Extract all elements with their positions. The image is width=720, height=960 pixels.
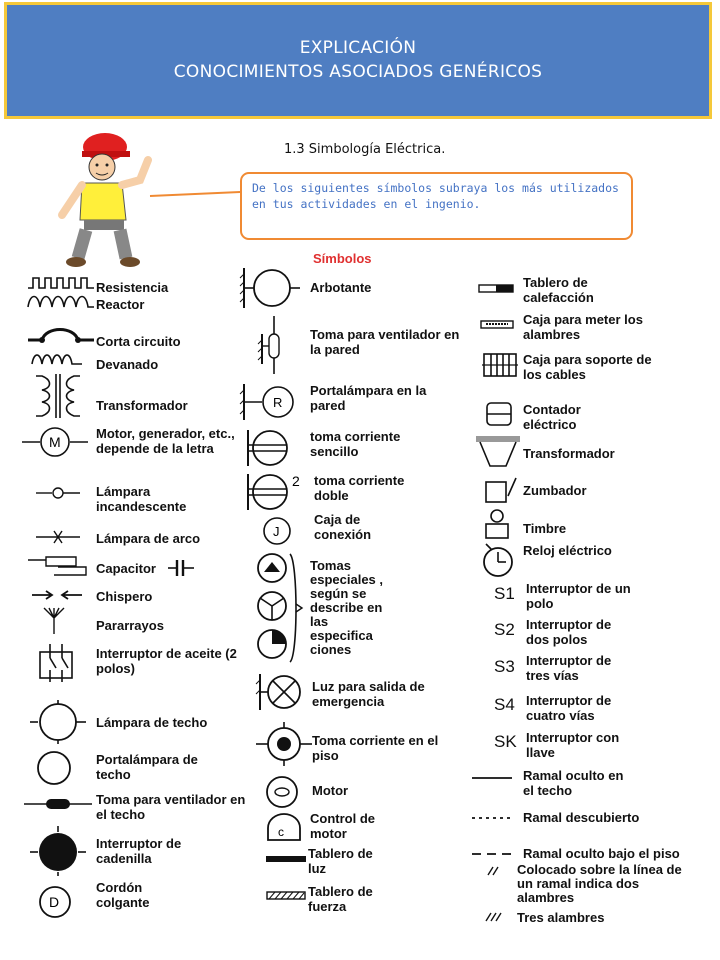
ceiling-lamp-icon <box>30 700 86 744</box>
transformer-cup-icon <box>476 436 520 468</box>
junction-box-icon <box>262 516 292 546</box>
label-toma-ventilador-techo: Toma para ventilador en el techo <box>96 792 246 822</box>
section-subtitle: 1.3 Simbología Eléctrica. <box>284 142 446 157</box>
spark-gap-icon <box>32 589 82 601</box>
label-timbre: Timbre <box>523 521 567 536</box>
label-resistencia: Resistencia <box>96 280 169 295</box>
pendant-cord-icon <box>38 885 72 919</box>
incandescent-lamp-icon <box>36 486 80 500</box>
label-transformador-1: Transformador <box>96 398 188 413</box>
svg-text:R: R <box>273 395 283 410</box>
arc-lamp-icon <box>36 530 80 544</box>
svg-text:2: 2 <box>292 473 300 489</box>
chain-switch-icon <box>30 826 86 876</box>
wire-box-icon <box>480 320 514 330</box>
switch-s1-icon: S1 <box>494 584 515 603</box>
symbols-heading: Símbolos <box>313 251 372 266</box>
motor-m-icon <box>22 426 92 458</box>
ceiling-fan-outlet-icon <box>24 797 92 811</box>
label-chispero: Chispero <box>96 589 153 604</box>
light-panel-icon <box>266 856 306 864</box>
switch-sk-icon: SK <box>494 732 517 751</box>
label-tablero-fuerza: Tablero de fuerza <box>308 884 373 914</box>
header-title-line2: CONOCIMIENTOS ASOCIADOS GENÉRICOS <box>173 62 543 82</box>
hidden-ceiling-line-icon <box>472 776 512 780</box>
label-caja-soporte-cables: Caja para soporte de los cables <box>523 352 652 382</box>
label-portalampara-pared: Portalámpara en la pared <box>310 383 427 413</box>
switch-s4-icon: S4 <box>494 695 515 714</box>
label-reloj-electrico: Reloj eléctrico <box>523 543 612 558</box>
label-tablero-luz: Tablero de luz <box>308 846 373 876</box>
label-interruptor-un-polo: Interruptor de un polo <box>526 581 631 611</box>
label-caja-alambres: Caja para meter los alambres <box>523 312 643 342</box>
label-pararrayos: Pararrayos <box>96 618 164 633</box>
label-contador-electrico: Contador eléctrico <box>523 402 581 432</box>
capacitor-icon <box>168 560 194 576</box>
label-caja-conexion: Caja de conexión <box>314 512 372 542</box>
label-motor: Motor <box>312 783 349 798</box>
fuse-arc-icon <box>28 322 94 344</box>
transformer-icon <box>32 374 84 420</box>
svg-text:J: J <box>273 524 280 539</box>
label-reactor: Reactor <box>96 297 145 312</box>
label-toma-ventilador-pared: Toma para ventilador en la pared <box>310 327 460 357</box>
label-toma-piso: Toma corriente en el piso <box>312 733 439 763</box>
label-toma-doble: toma corriente doble <box>314 473 405 503</box>
reactor-coil-icon <box>28 293 94 309</box>
label-transformador-2: Transformador <box>523 446 615 461</box>
ceiling-socket-icon <box>36 750 72 786</box>
label-zumbador: Zumbador <box>523 483 587 498</box>
switch-s2-icon: S2 <box>494 620 515 639</box>
clock-icon <box>480 542 516 578</box>
label-cordon-colgante: Cordón colgante <box>96 880 150 910</box>
svg-text:c: c <box>278 825 284 839</box>
floor-outlet-icon <box>256 722 312 766</box>
svg-text:M: M <box>49 434 61 450</box>
electric-meter-icon <box>486 402 512 426</box>
wall-fan-outlet-icon <box>258 316 284 374</box>
three-wires-mark-icon <box>484 912 504 922</box>
bell-icon <box>484 508 510 540</box>
label-tablero-calefaccion: Tablero de calefacción <box>523 275 594 305</box>
two-wires-mark-icon <box>486 866 502 876</box>
label-control-motor: Control de motor <box>310 811 375 841</box>
winding-icon <box>32 352 82 366</box>
label-ramal-oculto-techo: Ramal oculto en el techo <box>523 768 624 798</box>
label-toma-sencillo: toma corriente sencillo <box>310 429 401 459</box>
buzzer-icon <box>484 476 518 504</box>
motor-control-icon <box>266 814 302 842</box>
label-interruptor-dos-polos: Interruptor de dos polos <box>526 617 612 647</box>
cable-support-box-icon <box>482 352 518 378</box>
label-motor-generador: Motor, generador, etc., depende de la letra <box>96 426 235 456</box>
label-ramal-descubierto: Ramal descubierto <box>523 810 640 825</box>
label-portalampara-techo: Portalámpara de techo <box>96 752 198 782</box>
svg-text:D: D <box>49 894 60 910</box>
label-capacitor: Capacitor <box>96 561 156 576</box>
lightning-rod-icon <box>42 608 66 634</box>
worker-mascot-icon <box>40 125 160 270</box>
label-interruptor-cuatro-vias: Interruptor de cuatro vías <box>526 693 612 723</box>
double-outlet-icon <box>244 472 306 512</box>
header-banner <box>4 2 712 119</box>
label-tomas-especiales: Tomas especiales , según se describe en las especifica ciones <box>310 558 383 657</box>
hidden-floor-line-icon <box>472 852 516 856</box>
label-interruptor-aceite: Interruptor de aceite (2 polos) <box>96 646 237 676</box>
label-lampara-de-techo: Lámpara de techo <box>96 715 208 730</box>
label-interruptor-cadenilla: Interruptor de cadenilla <box>96 836 182 866</box>
emergency-light-icon <box>256 672 308 712</box>
label-dos-alambres: Colocado sobre la línea de un ramal indica dos alambres <box>517 862 682 905</box>
label-tres-alambres: Tres alambres <box>517 910 605 925</box>
label-arbotante: Arbotante <box>310 280 372 295</box>
special-outlets-icon <box>252 552 304 664</box>
oil-switch-icon <box>36 644 76 682</box>
resistor-wave-icon <box>28 276 94 292</box>
instruction-callout <box>240 172 633 240</box>
heating-panel-icon <box>478 284 514 294</box>
label-luz-emergencia: Luz para salida de emergencia <box>312 679 425 709</box>
switch-s3-icon: S3 <box>494 657 515 676</box>
wall-bracket-icon <box>240 266 304 310</box>
power-panel-icon <box>266 891 306 901</box>
label-devanado: Devanado <box>96 357 159 372</box>
label-lampara-de-arco: Lámpara de arco <box>96 531 201 546</box>
callout-pointer <box>150 190 242 202</box>
motor-icon <box>264 776 300 808</box>
exposed-line-icon <box>472 816 512 820</box>
capacitor-plates-icon <box>28 555 92 577</box>
wall-socket-r-icon <box>240 382 296 422</box>
label-lampara-incandescente: Lámpara incandescente <box>96 484 187 514</box>
callout-text: De los siguientes símbolos subraya los más utilizados en tus actividades en el ingenio. <box>252 181 619 211</box>
single-outlet-icon <box>244 428 296 468</box>
label-interruptor-tres-vias: Interruptor de tres vías <box>526 653 612 683</box>
label-interruptor-llave: Interruptor con llave <box>526 730 620 760</box>
label-corta-circuito: Corta circuito <box>96 334 181 349</box>
label-ramal-oculto-piso: Ramal oculto bajo el piso <box>523 846 680 861</box>
header-title-line1: EXPLICACIÓN <box>299 38 417 58</box>
